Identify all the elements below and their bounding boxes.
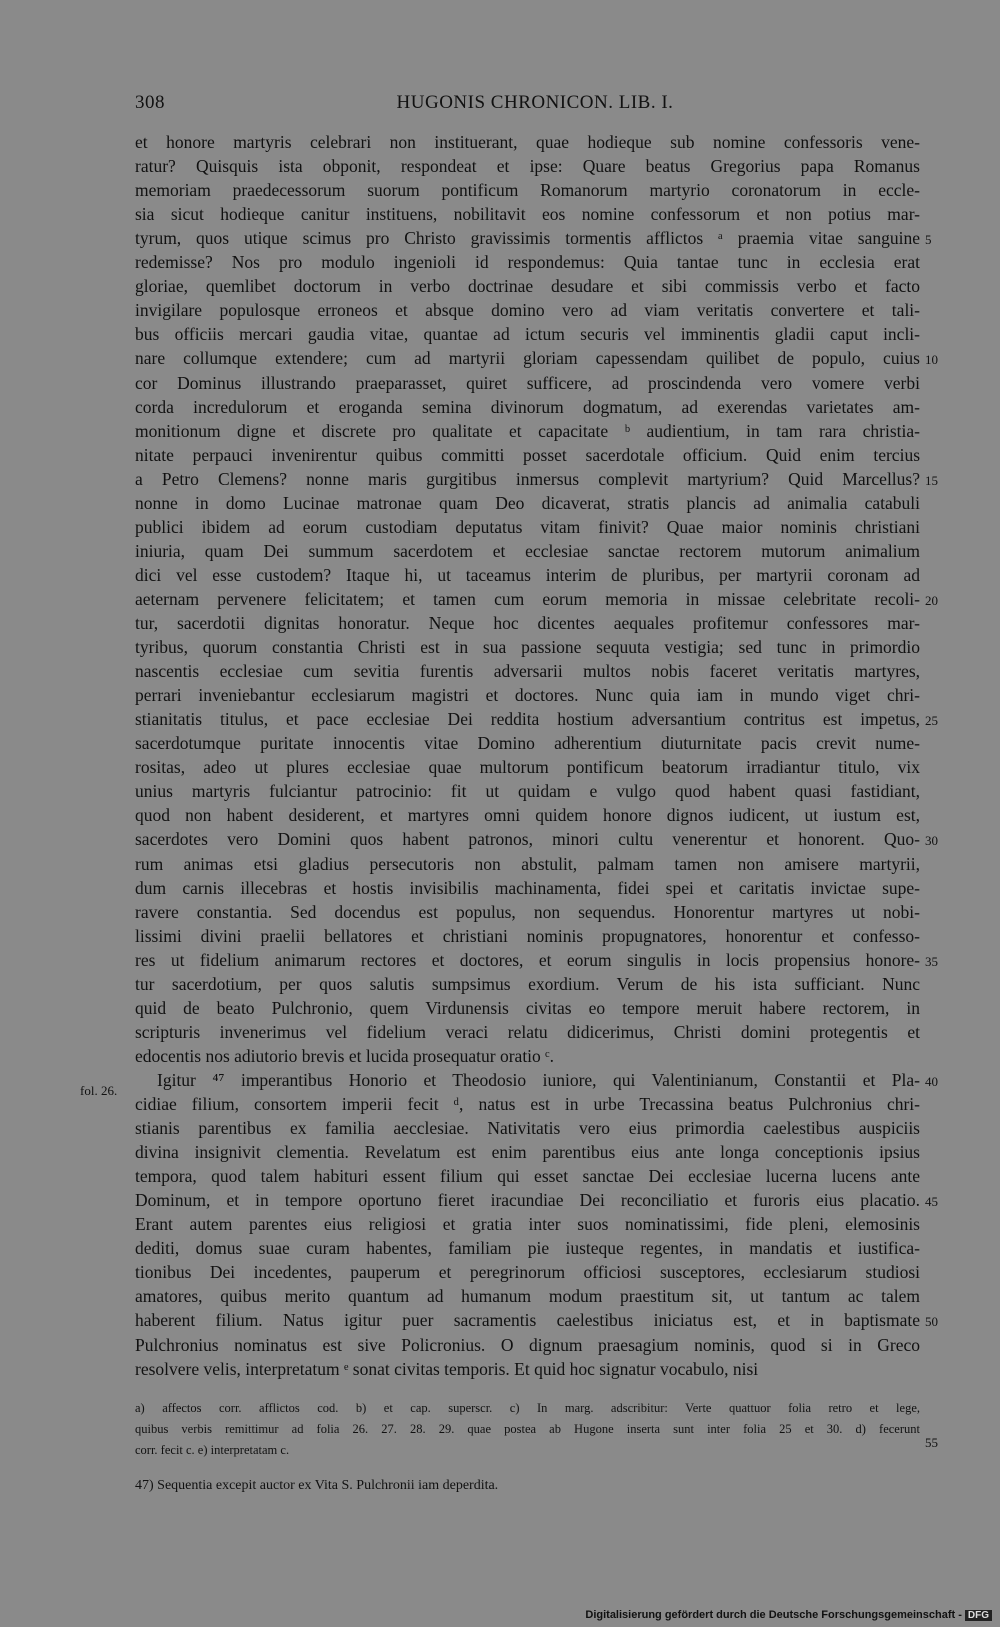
footnote-line: corr. fecit c. e) interpretatam c. [135,1443,290,1457]
source-note-47: 47) Sequentia excepit auctor ex Vita S. Pulchronii iam deperdita. [135,1478,499,1493]
page-number: 308 [135,92,165,113]
line-number: 25 [925,713,938,729]
line-number: 50 [925,1314,938,1330]
text-line: publici ibidem ad eorum custodiam deputatus vitam finivit? Quae maior nominis christiani [135,516,920,537]
running-title: HUGONIS CHRONICON. LIB. I. [396,92,674,113]
text-line: memoriam praedecessorum suorum pontificum Romanorum martyrio coronatorum in eccle- [135,180,920,201]
text-line: divina insignivit clementia. Revelatum est enim parentibus eius ante longa conceptionis ipsius [135,1142,920,1163]
text-line: invigilare populosque erroneos et absque domino vero ad viam veritatis convertere et tali- [135,300,920,321]
line-number: 55 [925,1434,938,1450]
line-number: 45 [925,1194,938,1210]
text-line: nare collumque extendere; cum ad martyrii gloriam capessendam quilibet de populo, cuius [135,348,920,369]
text-line: Igitur ⁴⁷ imperantibus Honorio et Theodosio iuniore, qui Valentinianum, Constantii et Pla- [157,1069,920,1090]
text-line: redemisse? Nos pro modulo ingenioli id respondemus: Quia tantae tunc in ecclesia erat [135,252,920,273]
line-number: 30 [925,833,938,849]
text-line: amatores, quibus merito quantum ad humanum modum praestitum sit, ut tantum ac talem [135,1286,920,1307]
text-line: tyribus, quorum constantia Christi est in sua passione sequuta vestigia; sed tunc in primordio [135,637,920,658]
text-line: ratur? Quisquis ista obponit, respondeat et ipse: Quare beatus Gregorius papa Romanus [135,156,920,177]
line-number: 10 [925,352,938,368]
text-line: Dominum, et in tempore oportuno fieret iracundiae Dei reconciliatio et furoris eius placatio. [135,1190,920,1211]
text-line: rositas, adeo ut plures ecclesiae quae multorum pontificum beatorum irradiantur titulo, vix [135,757,920,778]
text-line: quod non habent desiderent, et martyres omni quidem honore dignos iudicent, ut iustum est, [135,805,920,826]
text-line: lissimi divini praelii bellatores et christiani nominis propugnatores, honorentur et confesso- [135,925,920,946]
text-line: Pulchronius nominatus est sive Policronius. O dignum praesagium nominis, quod si in Greco [135,1334,920,1355]
line-number: 40 [925,1073,938,1089]
text-line: nitate perpauci invenirentur quibus committi posset sacerdotale officium. Quid enim tercius [135,444,920,465]
text-line: scripturis invenerimus vel fidelium veraci relatu didicerimus, Christi domini protegentis et [135,1021,920,1042]
text-line: tur sacerdotium, per quos salutis sumpsimus exordium. Verum de his ista sufficiant. Nunc [135,973,920,994]
text-line: quid de beato Pulchronio, quem Virdunensis civitas eo tempore meruit habere rectorem, in [135,997,920,1018]
text-line: a Petro Clemens? nonne maris gurgitibus inmersus complevit martyrium? Quid Marcellus? [135,468,920,489]
folio-margin-note: fol. 26. [80,1083,118,1098]
text-line: resolvere velis, interpretatum ᵉ sonat civitas temporis. Et quid hoc signatur vocabulo, nisi [135,1358,759,1379]
line-number: 15 [925,472,938,488]
text-line: res ut fidelium animarum rectores et doctores, et eorum singulis in locis propensius honore- [135,949,920,970]
text-line: cidiae filium, consortem imperii fecit ᵈ, natus est in urbe Trecassina beatus Pulchronius chri- [135,1094,920,1114]
text-line: dum carnis illecebras et hostis invisibilis machinamenta, fidei spei et caritatis invictae supe- [135,877,920,898]
text-line: nascentis ecclesiae cum sevitia furentis adversarii multos nobis faceret veritatis martyres, [135,661,920,682]
text-line: corda incredulorum et eroganda semina divinorum dogmatum, ad exerendas varietates am- [135,396,920,417]
digitization-credit [585,1609,992,1621]
text-line: rum animas etsi gladius persecutoris non abstulit, palmam tamen non amisere martyrii, [135,853,920,874]
text-line: cor Dominus illustrando praeparasset, quiret sufficere, ad proscindenda vero vomere verbi [135,372,920,393]
text-line: bus officiis mercari gaudia vitae, quantae ad ictum securis vel imminentis gladii caput incli- [135,324,920,345]
dfg-logo: DFG [965,1610,992,1621]
text-line: et honore martyris celebrari non instituerant, quae hodieque sub nomine confessoris vene- [135,132,920,152]
line-number: 20 [925,592,938,608]
text-line: gloriae, quemlibet doctorum in verbo doctrinae desudare et sibi commissis verbo et facto [135,276,920,297]
footnote-line: a) affectos corr. afflictos cod. b) et cap. superscr. c) In marg. adscribitur: Verte quattuor folia retro et lege, [135,1401,920,1415]
text-line: tyrum, quos utique scimus pro Christo gravissimis tormentis afflictos ᵃ praemia vitae sanguine [135,228,920,249]
text-line: Erant autem parentes eius religiosi et gratia inter suos nominatissimi, fide pleni, elemosinis [135,1214,920,1235]
page-header [135,92,935,122]
text-line: nonne in domo Lucinae matronae quam Deo dicaverat, stratis plancis ad animalia catabuli [135,492,920,513]
text-line: sacerdotes vero Domini quos habent patronos, minori cultu venerentur et honorent. Quo- [135,829,920,850]
text-line: edocentis nos adiutorio brevis et lucida prosequatur oratio ᶜ. [135,1045,555,1066]
text-line: stianis parentibus ex familia aecclesiae. Nativitatis vero eius primordia caelestibus auspiciis [135,1118,920,1139]
text-line: iniuria, quam Dei summum sacerdotem et ecclesiae sanctae rectorem mutorum animalium [135,540,920,561]
text-line: sia sicut hodieque canitur instituens, nobilitavit eos nomine confessorum et non potius mar- [135,204,920,225]
text-line: monitionum digne et discrete pro qualitate et capacitate ᵇ audientium, in tam rara christia- [135,420,920,441]
text-line: tur, sacerdotii dignitas honoratur. Neque hoc dicentes aequales profitemur confessores mar- [135,613,920,633]
footnote-line: quibus verbis remittimur ad folia 26. 27. 28. 29. quae postea ab Hugone inserta sunt inter folia 25 et 30. d) fecerunt [135,1422,920,1436]
line-number: 5 [925,232,932,248]
text-line: dediti, domus suae curam habentes, familiam pie iusteque regentes, in mandatis et iustifica- [135,1238,920,1259]
credit-text: Digitalisierung gefördert durch die Deutsche Forschungsgemeinschaft - [585,1609,962,1621]
text-line: ravere constantia. Sed docendus est populus, non sequendus. Honorentur martyres ut nobi- [135,901,920,922]
text-line: haberent filium. Natus igitur puer sacramentis caelestibus iniciatus est, et in baptismate [135,1310,920,1331]
text-line: tempora, quod talem habituri essent filium qui esset sanctae Dei ecclesiae lucerna lucens ante [135,1166,920,1187]
text-line: sacerdotumque puritate innocentis vitae Domino adherentium diuturnitate pacis crevit nume- [135,733,920,754]
text-line: stianitatis titulus, et pace ecclesiae Dei reddita hostium adversantium contritus est impetus, [135,709,920,730]
text-line: unius martyris fulciantur patrocinio: fit ut quidam e vulgo quod habent quasi fastidiant, [135,781,920,802]
text-line: tionibus Dei incedentes, pauperum et peregrinorum officiosi susceptores, ecclesiarum studiosi [135,1262,920,1283]
text-line: dici vel esse custodem? Itaque hi, ut taceamus interim de pluribus, per martyrii coronam ad [135,564,920,585]
line-number: 35 [925,953,938,969]
text-line: aeternam pervenere felicitatem; et tamen cum eorum memoria in missae celebritate recoli- [135,588,920,609]
text-line: perrari inveniebantur ecclesiarum magistri et doctores. Nunc quia iam in mundo viget chri- [135,685,920,706]
